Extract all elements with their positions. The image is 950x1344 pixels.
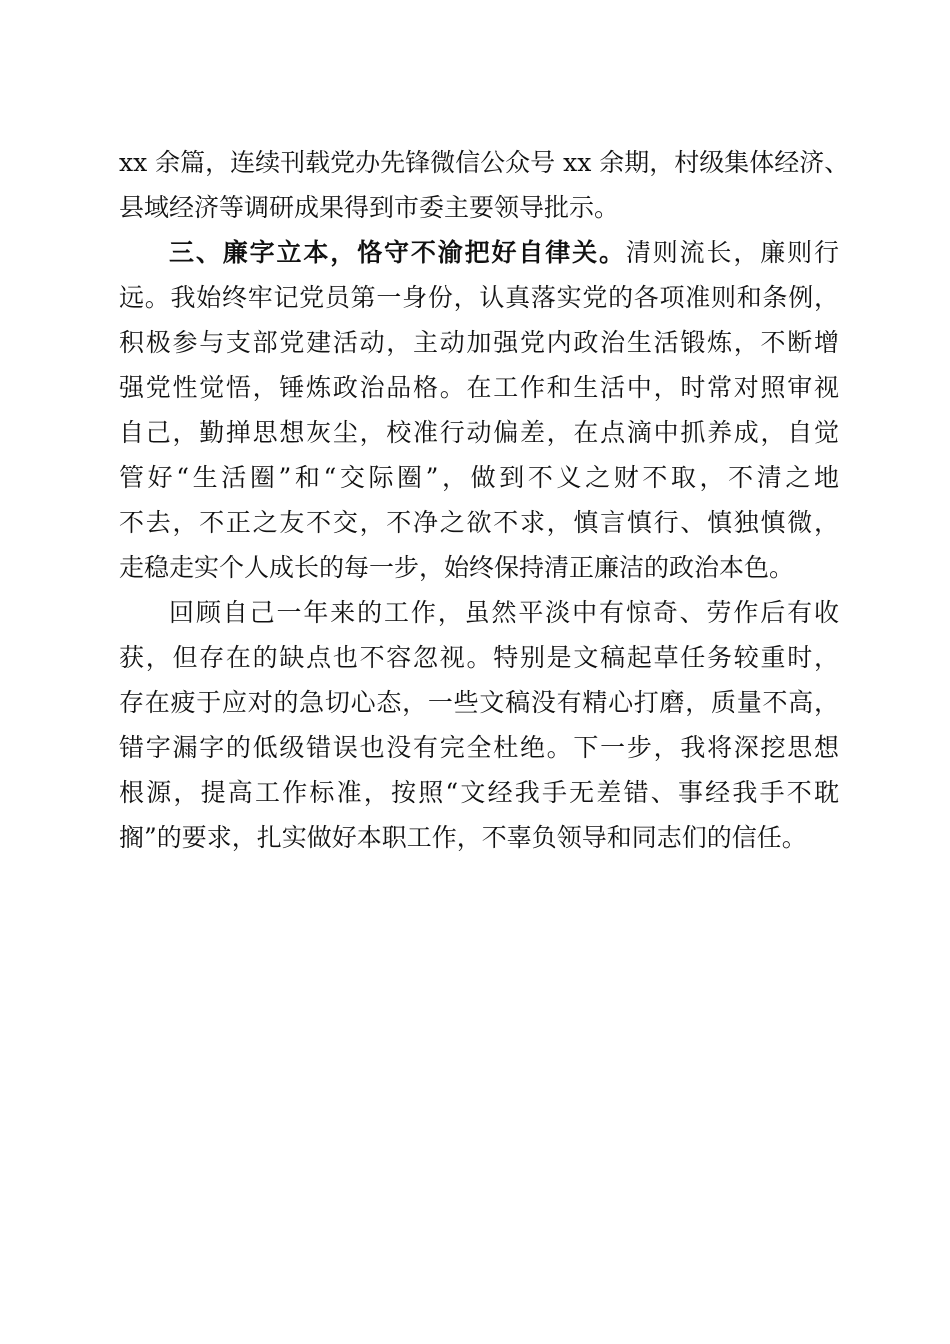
paragraph-3-line-5: 根源，提高工作标准，按照“文经我手无差错、事经我手不耽	[119, 778, 839, 807]
paragraph-3-line-6: 搁”的要求，扎实做好本职工作，不辜负领导和同志们的信任。	[119, 823, 807, 852]
paragraph-2-line-1	[119, 230, 839, 275]
paragraph-2-line-6: 管好“生活圈”和“交际圈”，做到不义之财不取，不清之地	[119, 463, 839, 492]
paragraph-3-line-3: 存在疲于应对的急切心态，一些文稿没有精心打磨，质量不高，	[119, 688, 839, 717]
paragraph-2-line-5: 自己，勤掸思想灰尘，校准行动偏差，在点滴中抓养成，自觉	[119, 418, 839, 447]
document-body	[119, 140, 850, 860]
paragraph-2-line-3: 积极参与支部党建活动，主动加强党内政治生活锻炼，不断增	[119, 328, 839, 357]
paragraph-2-line-1-text: 清则流长，廉则行	[625, 238, 839, 267]
paragraph-3-line-1: 回顾自己一年来的工作，虽然平淡中有惊奇、劳作后有收	[169, 598, 839, 627]
paragraph-2-line-2: 远。我始终牢记党员第一身份，认真落实党的各项准则和条例，	[119, 283, 839, 312]
paragraph-3-line-4: 错字漏字的低级错误也没有完全杜绝。下一步，我将深挖思想	[119, 733, 839, 762]
paragraph-2-line-7: 不去，不正之友不交，不净之欲不求，慎言慎行、慎独慎微，	[119, 508, 839, 537]
paragraph-1-line-1: xx 余篇，连续刊载党办先锋微信公众号 xx 余期，村级集体经济、	[119, 148, 850, 177]
paragraph-3-line-2: 获，但存在的缺点也不容忽视。特别是文稿起草任务较重时，	[119, 643, 839, 672]
paragraph-2-line-4: 强党性觉悟，锤炼政治品格。在工作和生活中，时常对照审视	[119, 373, 839, 402]
section-heading: 三、廉字立本，恪守不渝把好自律关。	[169, 238, 626, 267]
paragraph-1-line-2: 县域经济等调研成果得到市委主要领导批示。	[119, 193, 620, 222]
paragraph-2-line-8: 走稳走实个人成长的每一步，始终保持清正廉洁的政治本色。	[119, 553, 795, 582]
